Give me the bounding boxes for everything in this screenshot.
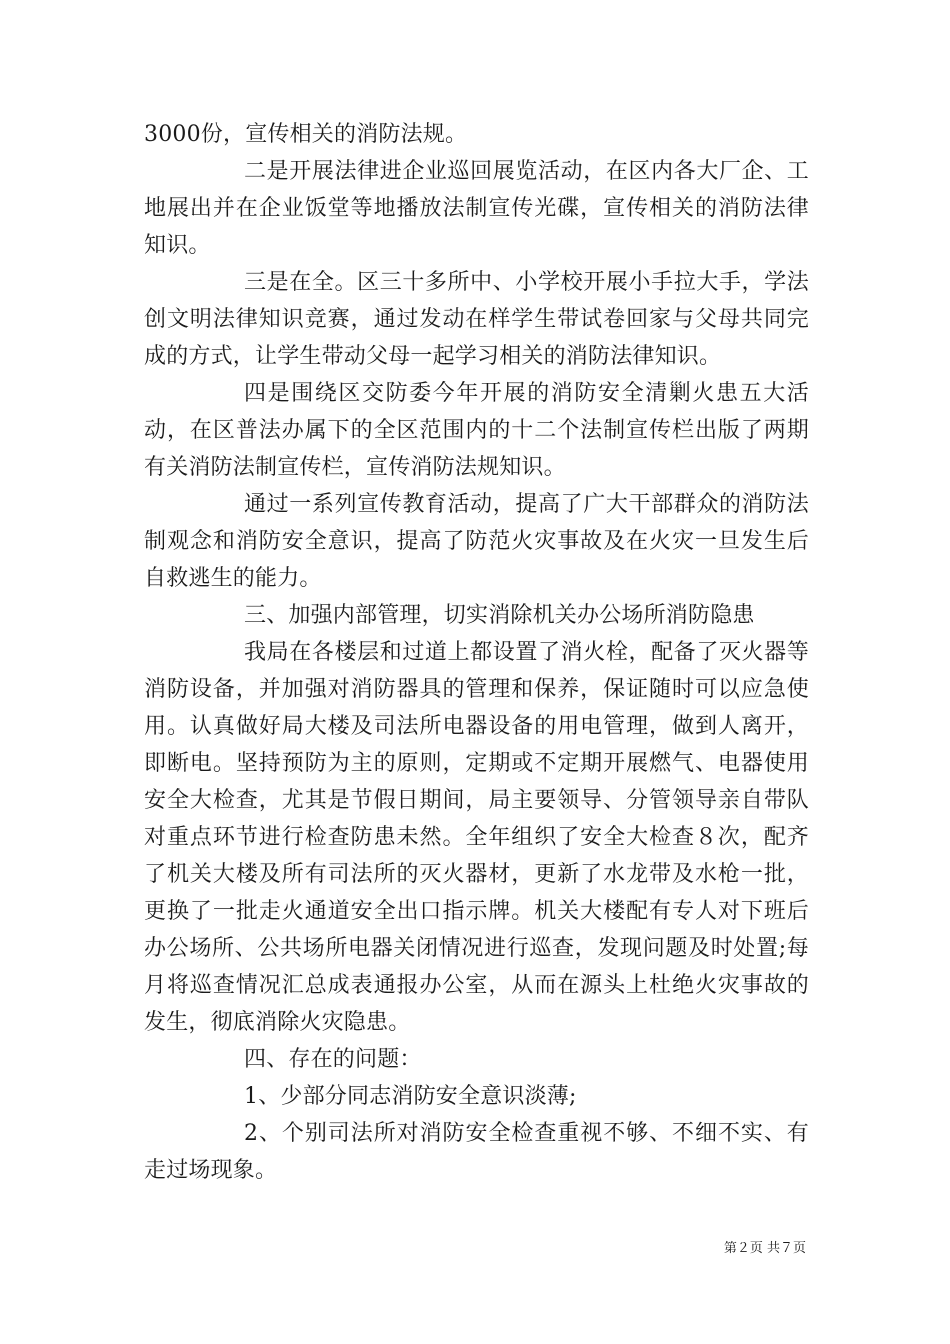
paragraph-3: 三是在全。区三十多所中、小学校开展小手拉大手，学法创文明法律知识竞赛，通过发动在样学生带试卷回家与父母共同完成的方式，让学生带动父母一起学习相关的消防法律知识。 <box>144 270 809 369</box>
section-heading-3: 三、加强内部管理，切实消除机关办公场所消防隐患 <box>244 603 755 628</box>
document-body <box>144 116 809 1189</box>
paragraph-7: 我局在各楼层和过道上都设置了消火栓，配备了灭火器等消防设备，并加强对消防器具的管理和保养，保证随时可以应急使用。认真做好局大楼及司法所电器设备的用电管理，做到人离开，即断电。坚持预防为主的原则，定期或不定期开展燃气、电器使用安全大检查，尤其是节假日期间，局主要领导、分管领导亲自带队对重点环节进行检查防患未然。全年组织了安全大检查８次，配齐了机关大楼及所有司法所的灭火器材，更新了水龙带及水枪一批，更换了一批走火通道安全出口指示牌。机关大楼配有专人对下班后办公场所、公共场所电器关闭情况进行巡查，发现问题及时处置;每月将巡查情况汇总成表通报办公室，从而在源头上杜绝火灾事故的发生，彻底消除火灾隐患。 <box>144 640 809 1035</box>
paragraph-1: 3000份，宣传相关的消防法规。 <box>144 122 468 147</box>
issue-item-1: 1、少部分同志消防安全意识淡薄; <box>244 1084 577 1109</box>
section-heading-4: 四、存在的问题： <box>244 1047 422 1072</box>
paragraph-4: 四是围绕区交防委今年开展的消防安全清剿火患五大活动，在区普法办属下的全区范围内的十二个法制宣传栏出版了两期有关消防法制宣传栏，宣传消防法规知识。 <box>144 381 809 480</box>
issue-item-2: 2、个别司法所对消防安全检查重视不够、不细不实、有走过场现象。 <box>144 1121 809 1183</box>
paragraph-2: 二是开展法律进企业巡回展览活动，在区内各大厂企、工地展出并在企业饭堂等地播放法制宣传光碟，宣传相关的消防法律知识。 <box>144 159 809 258</box>
page-number: 第２页 共７页 <box>723 1241 806 1256</box>
paragraph-5: 通过一系列宣传教育活动，提高了广大干部群众的消防法制观念和消防安全意识，提高了防范火灾事故及在火灾一旦发生后自救逃生的能力。 <box>144 492 809 591</box>
